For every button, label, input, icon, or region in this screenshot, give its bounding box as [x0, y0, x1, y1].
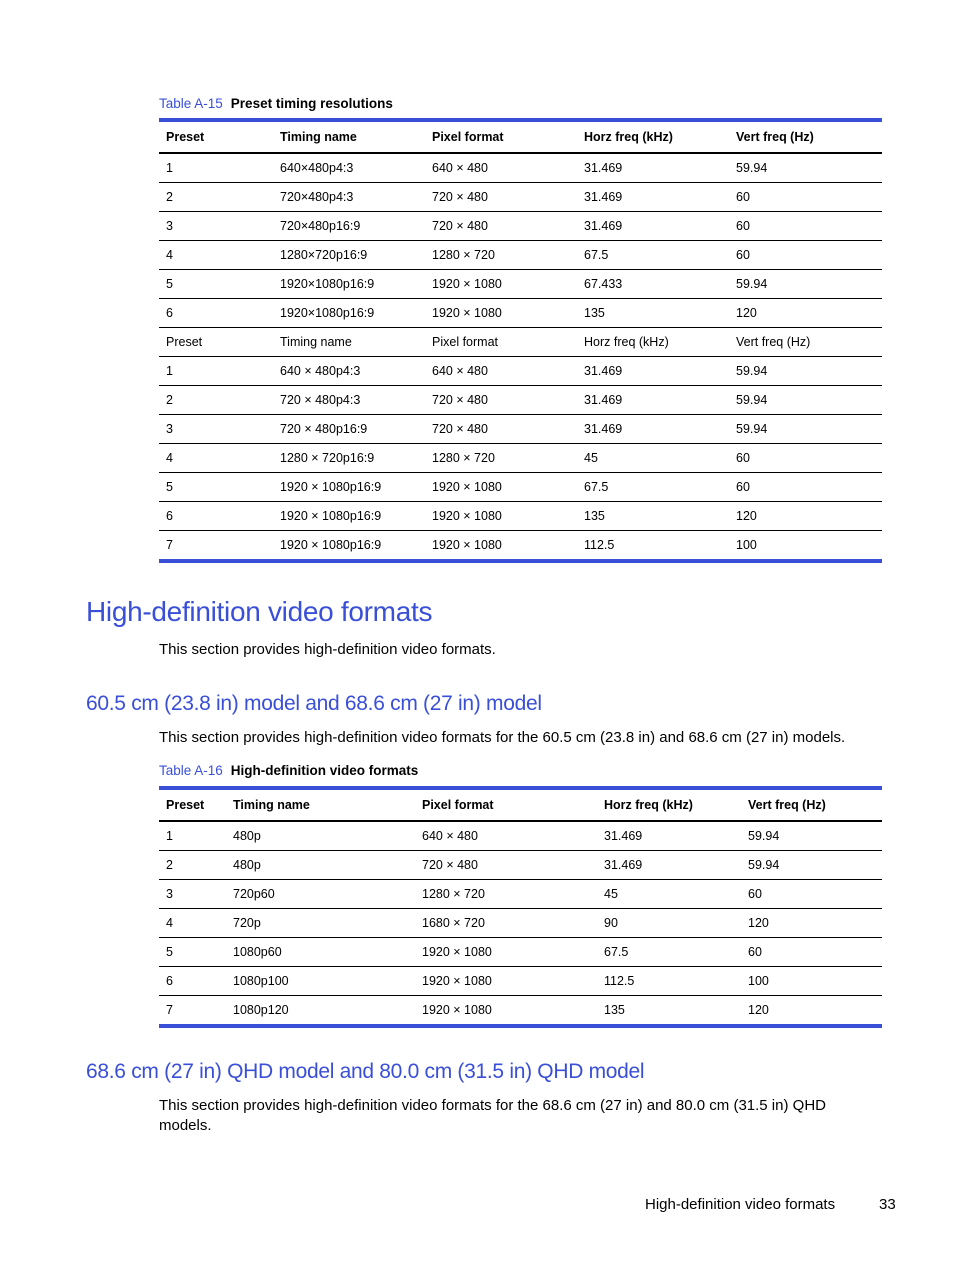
column-header: Horz freq (kHz): [597, 788, 741, 821]
table-caption-number: Table A-15: [159, 96, 223, 111]
table-row: [159, 270, 882, 299]
column-header: Pixel format: [415, 788, 597, 821]
table-cell: 5: [159, 473, 273, 502]
table-cell: 1920 × 1080p16:9: [273, 502, 425, 531]
subsection-intro-60cm: This section provides high-definition video formats for the 60.5 cm (23.8 in) and 68.6 cm (27 in) models.: [159, 729, 846, 746]
table-row: [159, 241, 882, 270]
table-row: [159, 967, 882, 996]
column-header: Vert freq (Hz): [741, 788, 882, 821]
table-cell: 720 × 480: [425, 386, 577, 415]
table-row: [159, 299, 882, 328]
table-cell: 1920 × 1080: [425, 502, 577, 531]
table-cell: 67.5: [577, 241, 729, 270]
table-a16-caption: [159, 763, 418, 778]
page-number: 33: [879, 1196, 896, 1213]
table-cell: 7: [166, 538, 173, 552]
table-cell: 3: [159, 212, 273, 241]
table-cell: 4: [159, 909, 226, 938]
table-cell: 1280 × 720: [425, 444, 577, 473]
table-cell: 4: [159, 444, 273, 473]
table-cell: 720×480p4:3: [273, 183, 425, 212]
table-cell: 3: [159, 415, 273, 444]
table-cell: 1080p100: [226, 967, 415, 996]
table-cell: 31.469: [577, 357, 729, 386]
table-a15: [159, 118, 882, 563]
table-row: [159, 909, 882, 938]
table-cell: 1920 × 1080: [432, 538, 502, 552]
table-cell: 1280×720p16:9: [273, 241, 425, 270]
table-cell: 59.94: [729, 153, 882, 183]
table-cell: 1280 × 720: [415, 880, 597, 909]
table-cell: Vert freq (Hz): [729, 328, 882, 357]
table-cell: 1: [159, 153, 273, 183]
table-cell: 1920 × 1080p16:9: [273, 473, 425, 502]
table-cell: 135: [577, 502, 729, 531]
table-row: [159, 502, 882, 531]
table-row: [159, 328, 882, 357]
table-cell: Timing name: [273, 328, 425, 357]
table-cell: 60: [741, 938, 882, 967]
table-cell: 1920×1080p16:9: [273, 299, 425, 328]
table-cell: 1920 × 1080: [422, 1003, 492, 1017]
table-cell: 1680 × 720: [415, 909, 597, 938]
table-cell: 6: [159, 299, 273, 328]
subsection-intro-qhd: This section provides high-definition video formats for the 68.6 cm (27 in) and 80.0 cm (31.5 in) QHD models.: [159, 1097, 826, 1134]
table-cell: 67.433: [577, 270, 729, 299]
table-cell: 31.469: [597, 851, 741, 880]
table-row: [159, 851, 882, 880]
table-cell: 720 × 480p4:3: [273, 386, 425, 415]
section-intro-hd-formats: This section provides high-definition video formats.: [159, 641, 496, 658]
subsection-heading-60cm: 60.5 cm (23.8 in) model and 68.6 cm (27 in) model: [86, 692, 542, 715]
table-cell: 31.469: [577, 153, 729, 183]
table-cell: 120: [748, 1003, 769, 1017]
table-cell: 4: [159, 241, 273, 270]
table-cell: 640 × 480: [425, 357, 577, 386]
table-header-row: [159, 120, 882, 153]
table-cell: 31.469: [577, 386, 729, 415]
table-cell: 90: [597, 909, 741, 938]
table-cell: 720 × 480p16:9: [273, 415, 425, 444]
table-row: [159, 183, 882, 212]
table-cell: 60: [729, 444, 882, 473]
table-cell: 640×480p4:3: [273, 153, 425, 183]
table-cell: 640 × 480p4:3: [273, 357, 425, 386]
table-row: [159, 821, 882, 851]
table-cell: 1: [159, 821, 226, 851]
table-cell: 31.469: [577, 212, 729, 241]
footer-section-title: High-definition video formats: [645, 1196, 836, 1213]
table-cell: 31.469: [577, 183, 729, 212]
table-cell: 120: [729, 502, 882, 531]
table-cell: 640 × 480: [425, 153, 577, 183]
table-cell: 67.5: [597, 938, 741, 967]
table-cell: 1080p120: [233, 1003, 289, 1017]
table-cell: 720p60: [226, 880, 415, 909]
table-cell: 6: [159, 502, 273, 531]
table-cell: 1920×1080p16:9: [273, 270, 425, 299]
column-header: Timing name: [273, 120, 425, 153]
table-cell: 135: [604, 1003, 625, 1017]
table-a15-caption: [159, 96, 393, 111]
table-cell: 60: [729, 473, 882, 502]
table-cell: 480p: [226, 821, 415, 851]
table-cell: 45: [597, 880, 741, 909]
table-cell: 120: [729, 299, 882, 328]
table-row: [159, 357, 882, 386]
table-cell: 2: [159, 851, 226, 880]
column-header: Preset: [159, 788, 226, 821]
table-cell: 120: [741, 909, 882, 938]
column-header: Vert freq (Hz): [729, 120, 882, 153]
table-header-row: [159, 788, 882, 821]
table-cell: 60: [729, 183, 882, 212]
column-header: Horz freq (kHz): [577, 120, 729, 153]
table-row: [159, 473, 882, 502]
table-cell: 1920 × 1080: [425, 299, 577, 328]
table-row: [159, 880, 882, 909]
table-row: [159, 996, 882, 1027]
table-cell: 640 × 480: [415, 821, 597, 851]
table-cell: 720 × 480: [425, 183, 577, 212]
table-cell: 59.94: [741, 821, 882, 851]
table-cell: 60: [729, 212, 882, 241]
table-row: [159, 444, 882, 473]
table-cell: 1920 × 1080: [415, 938, 597, 967]
table-row: [159, 212, 882, 241]
table-cell: 59.94: [741, 851, 882, 880]
table-cell: 5: [159, 270, 273, 299]
table-cell: 720 × 480: [425, 415, 577, 444]
table-row: [159, 153, 882, 183]
table-cell: 112.5: [597, 967, 741, 996]
column-header: Preset: [159, 120, 273, 153]
table-cell: 2: [159, 386, 273, 415]
table-cell: 2: [159, 183, 273, 212]
table-cell: 59.94: [729, 386, 882, 415]
table-cell: 1280 × 720: [425, 241, 577, 270]
table-caption-number: Table A-16: [159, 763, 223, 778]
table-cell: 3: [159, 880, 226, 909]
table-cell: 59.94: [729, 415, 882, 444]
table-cell: 60: [729, 241, 882, 270]
table-caption-title: Preset timing resolutions: [230, 96, 393, 111]
table-cell: 31.469: [597, 821, 741, 851]
table-cell: 6: [159, 967, 226, 996]
table-cell: 720×480p16:9: [273, 212, 425, 241]
table-row: [159, 938, 882, 967]
table-cell: 720 × 480: [415, 851, 597, 880]
table-cell: Preset: [159, 328, 273, 357]
table-cell: 59.94: [729, 357, 882, 386]
column-header: Pixel format: [425, 120, 577, 153]
table-cell: 31.469: [577, 415, 729, 444]
table-cell: 1280 × 720p16:9: [273, 444, 425, 473]
table-cell: Horz freq (kHz): [577, 328, 729, 357]
table-cell: 1920 × 1080p16:9: [280, 538, 382, 552]
table-row: [159, 415, 882, 444]
table-cell: 112.5: [584, 538, 615, 552]
table-cell: 1920 × 1080: [425, 473, 577, 502]
table-cell: 135: [577, 299, 729, 328]
table-cell: 1080p60: [226, 938, 415, 967]
column-header: Timing name: [226, 788, 415, 821]
table-cell: 1920 × 1080: [425, 270, 577, 299]
table-cell: 45: [577, 444, 729, 473]
section-heading-hd-formats: High-definition video formats: [86, 596, 433, 627]
table-cell: 100: [736, 538, 757, 552]
table-cell: 100: [741, 967, 882, 996]
subsection-heading-qhd: 68.6 cm (27 in) QHD model and 80.0 cm (31.5 in) QHD model: [86, 1060, 645, 1083]
table-cell: 59.94: [729, 270, 882, 299]
table-caption-title: High-definition video formats: [230, 763, 419, 778]
table-cell: 5: [159, 938, 226, 967]
table-row: [159, 531, 882, 562]
table-cell: 720 × 480: [425, 212, 577, 241]
table-cell: 67.5: [577, 473, 729, 502]
table-cell: 1: [159, 357, 273, 386]
table-cell: 1920 × 1080: [415, 967, 597, 996]
table-cell: 720p: [226, 909, 415, 938]
table-row: [159, 386, 882, 415]
table-a16: [159, 786, 882, 1028]
table-cell: Pixel format: [425, 328, 577, 357]
table-cell: 480p: [226, 851, 415, 880]
table-cell: 60: [741, 880, 882, 909]
table-cell: 7: [166, 1003, 173, 1017]
